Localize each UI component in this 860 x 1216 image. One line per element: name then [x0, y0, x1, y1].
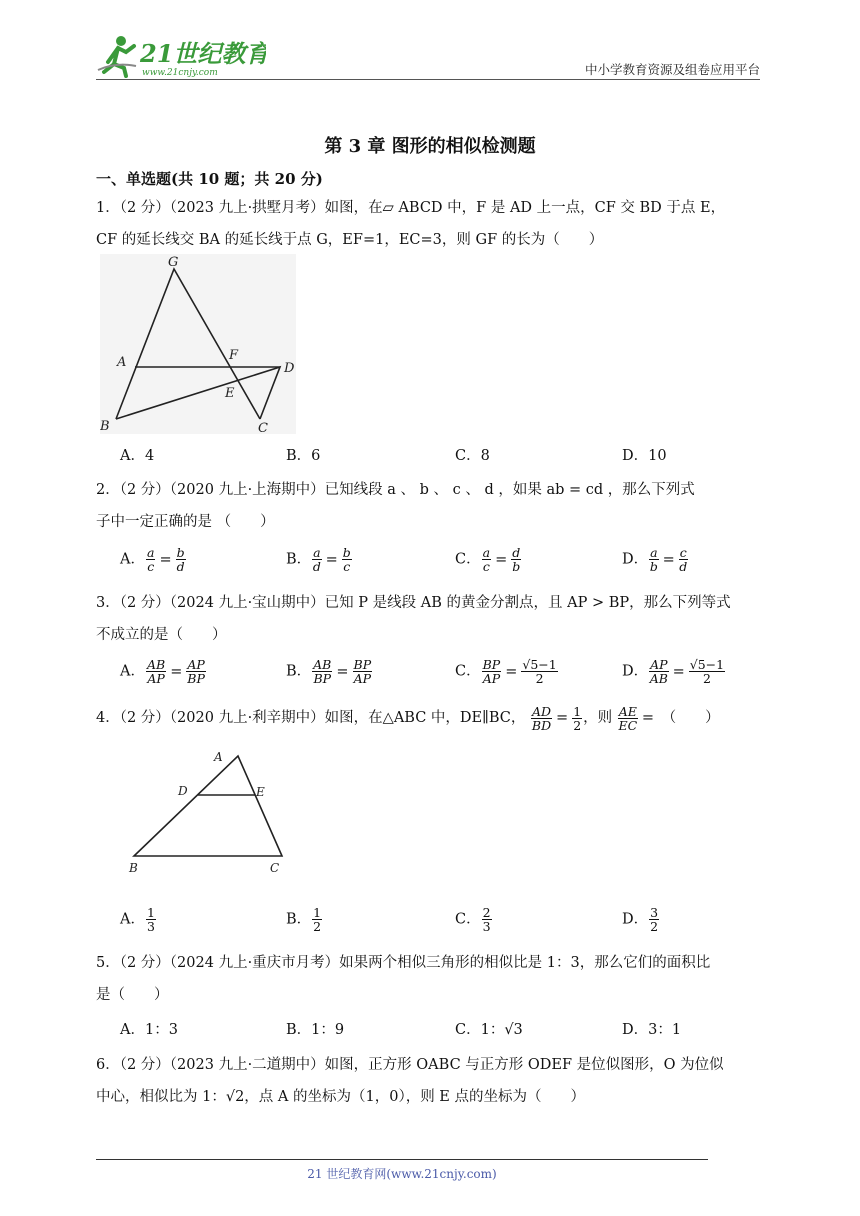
fig1-label-g: G — [168, 255, 179, 270]
fig1-label-a: A — [117, 355, 127, 370]
fig1-label-d: D — [284, 361, 295, 376]
logo — [96, 32, 266, 80]
question-6-line-2: 中心，相似比为 1：√2，点 A 的坐标为（1，0），则 E 点的坐标为（ ） — [96, 1089, 585, 1105]
question-4-line-1: 4．（2 分）（2020 九上·利辛期中）如图，在△ABC 中，DE∥BC， $\frac{AD}{BD}$ = $\frac{1}{2}$ ，则 $\frac{AE}{EC}$ = （ ） — [96, 703, 720, 733]
fig4-label-a: A — [214, 750, 223, 764]
q1-option-d: D．10 — [622, 448, 667, 464]
question-1-line-2: CF 的延长线交 BA 的延长线于点 G，EF=1，EC=3，则 GF 的长为（ ） — [96, 232, 604, 248]
q3-option-a: A． $\frac{AB}{AP}$ = $\frac{AP}{BP}$ — [120, 657, 205, 686]
fig4-label-b: B — [129, 861, 138, 875]
fig4-label-c: C — [270, 861, 280, 875]
question-3-line-1: 3．（2 分）（2024 九上·宝山期中）已知 P 是线段 AB 的黄金分割点，且 AP > BP，那么下列等式 — [96, 595, 731, 611]
q3-option-d: D． $\frac{AP}{AB}$ = $\frac{√5-1}{2}$ — [622, 657, 725, 686]
question-5-line-2: 是（ ） — [96, 987, 169, 1003]
page-title: 第 3 章 图形的相似检测题 — [324, 136, 536, 157]
q2-option-d: D． $\frac{a}{b}$ = $\frac{c}{d}$ — [622, 545, 688, 574]
q1-option-a: A．4 — [120, 448, 155, 464]
question-3-line-2: 不成立的是（ ） — [96, 627, 227, 643]
logo-text: 21世纪教育 — [140, 39, 266, 68]
q5-option-d: D．3：1 — [622, 1022, 682, 1038]
question-1-figure — [100, 254, 296, 434]
question-6-line-1: 6．（2 分）（2023 九上·二道期中）如图，正方形 OABC 与正方形 ODEF 是位似图形，O 为位似 — [96, 1057, 724, 1073]
question-1-line-1: 1．（2 分）（2023 九上·拱墅月考）如图，在▱ ABCD 中，F 是 AD 上一点，CF 交 BD 于点 E， — [96, 200, 726, 216]
fig1-label-e: E — [225, 386, 235, 401]
footer-divider — [96, 1159, 708, 1160]
fig4-label-e: E — [256, 785, 265, 799]
fig4-label-d: D — [178, 784, 188, 798]
q1-option-c: C．8 — [455, 448, 490, 464]
question-5-line-1: 5．（2 分）（2024 九上·重庆市月考）如果两个相似三角形的相似比是 1：3，那么它们的面积比 — [96, 955, 711, 971]
q4-option-a: A． $\frac{1}{3}$ — [120, 905, 155, 934]
q4-option-d: D． $\frac{3}{2}$ — [622, 905, 659, 934]
q3-option-c: C． $\frac{BP}{AP}$ = $\frac{√5-1}{2}$ — [455, 657, 557, 686]
q5-option-b: B．1：9 — [286, 1022, 345, 1038]
question-4-figure — [124, 748, 294, 876]
logo-url: www.21cnjy.com — [142, 68, 218, 78]
fig1-label-b: B — [100, 419, 110, 434]
q4-option-b: B． $\frac{1}{2}$ — [286, 905, 322, 934]
question-2-line-1: 2．（2 分）（2020 九上·上海期中）已知线段 a 、 b 、 c 、 d ，如果 ab = cd ，那么下列式 — [96, 482, 695, 498]
q5-option-c: C．1：√3 — [455, 1022, 523, 1038]
q2-option-b: B． $\frac{a}{d}$ = $\frac{b}{c}$ — [286, 545, 351, 574]
question-2-line-2: 子中一定正确的是 （ ） — [96, 514, 275, 530]
fig1-label-c: C — [258, 421, 268, 434]
fig1-label-f: F — [229, 348, 239, 363]
q3-option-b: B． $\frac{AB}{BP}$ = $\frac{BP}{AP}$ — [286, 657, 372, 686]
q2-option-c: C． $\frac{a}{c}$ = $\frac{d}{b}$ — [455, 545, 521, 574]
header-platform-text: 中小学教育资源及组卷应用平台 — [584, 62, 760, 77]
logo-graphic — [96, 32, 266, 80]
footer-text[interactable]: 21 世纪教育网(www.21cnjy.com) — [307, 1167, 497, 1181]
header-divider — [96, 79, 760, 80]
section-heading: 一、单选题(共 10 题；共 20 分) — [96, 170, 323, 188]
q4-option-c: C． $\frac{2}{3}$ — [455, 905, 491, 934]
q1-option-b: B．6 — [286, 448, 321, 464]
q5-option-a: A．1：3 — [120, 1022, 178, 1038]
q2-option-a: A． $\frac{a}{c}$ = $\frac{b}{d}$ — [120, 545, 185, 574]
